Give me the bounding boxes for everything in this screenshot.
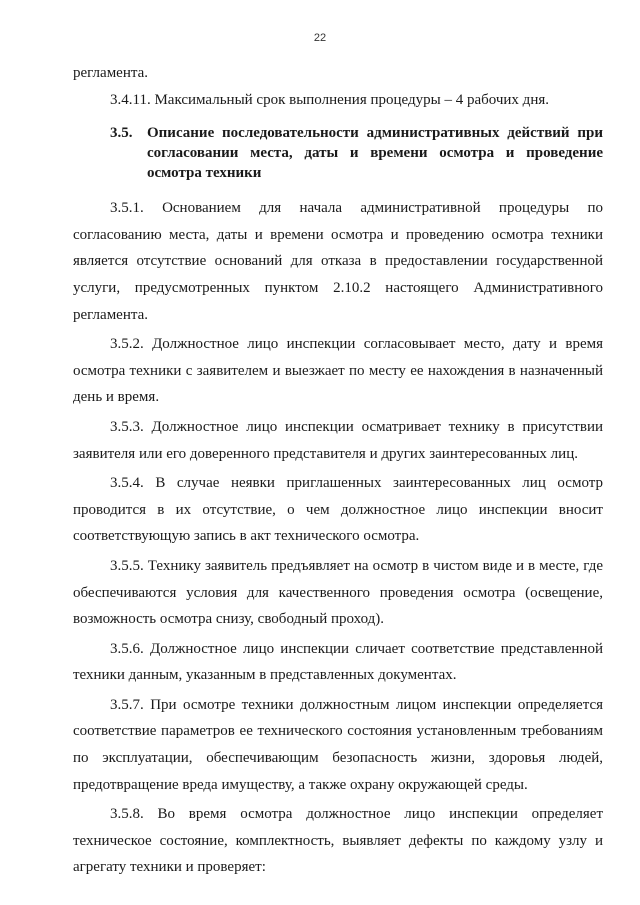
paragraph-3-5-3: 3.5.3. Должностное лицо инспекции осматривает технику в присутствии заявителя или его доверенного представителя и других заинтересованных лиц. (73, 418, 603, 462)
paragraph-3-5-5: 3.5.5. Технику заявитель предъявляет на осмотр в чистом виде и в месте, где обеспечиваются условия для качественного проведения осмотра (освещение, возможность осмотра снизу, свободный проход). (73, 557, 603, 628)
section-title: Описание последовательности административных действий при согласовании места, даты и времени осмотра и проведение осмотра техники (147, 125, 603, 182)
paragraph-continuation: регламента. (73, 65, 149, 81)
paragraph-3-5-7: 3.5.7. При осмотре техники должностным лицом инспекции определяется соответствие параметров ее технического состояния установленным требованиям по эксплуатации, обеспечивающим безопасность жизни, здоровья людей, предотвращение вреда имуществу, а также охрану окружающей среды. (73, 696, 603, 793)
section-number: 3.5. (110, 125, 133, 142)
paragraph-3-5-8: 3.5.8. Во время осмотра должностное лицо инспекции определяет техническое состояние, комплектность, выявляет дефекты по каждому узлу и агрегату техники и проверяет: (73, 806, 603, 876)
document-body (73, 60, 603, 881)
paragraph-3-5-6: 3.5.6. Должностное лицо инспекции сличает соответствие представленной техники данным, указанным в представленных документах. (73, 640, 603, 684)
paragraph-3-4-11: 3.4.11. Максимальный срок выполнения процедуры – 4 рабочих дня. (110, 91, 549, 108)
paragraph-3-5-1: 3.5.1. Основанием для начала административной процедуры по согласованию места, даты и времени осмотра и проведению осмотра техники является отсутствие оснований для отказа в предоставлении государственной услуги, предусмотренных пунктом 2.10.2 настоящего Административного регламента. (73, 200, 603, 323)
paragraph-3-5-2: 3.5.2. Должностное лицо инспекции согласовывает место, дату и время осмотра техники с заявителем и выезжает по месту ее нахождения в назначенный день и время. (73, 336, 603, 406)
page-number: 22 (313, 32, 327, 44)
paragraph-3-5-4: 3.5.4. В случае неявки приглашенных заинтересованных лиц осмотр проводится в их отсутствие, о чем должностное лицо инспекции вносит соответствующую запись в акт технического осмотра. (73, 475, 603, 545)
section-heading (73, 123, 603, 183)
